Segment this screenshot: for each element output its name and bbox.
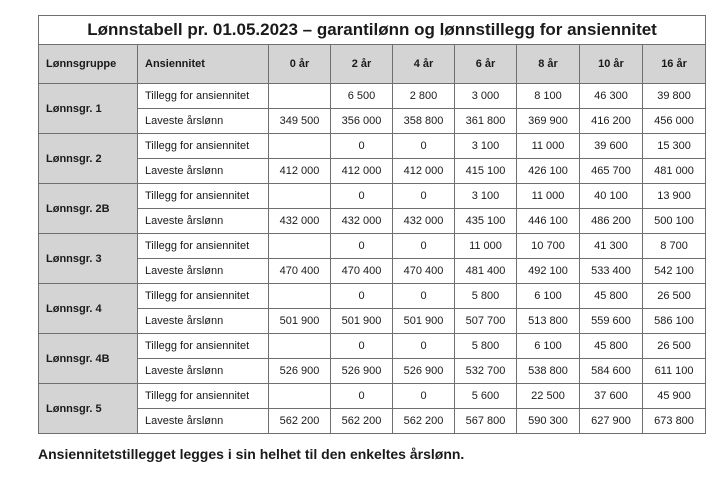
row-label-cell: Tillegg for ansiennitet — [138, 184, 269, 209]
group-name-cell: Lønnsgr. 5 — [39, 384, 138, 434]
value-cell: 426 100 — [517, 159, 580, 184]
row-label-cell: Laveste årslønn — [138, 359, 269, 384]
table-row — [39, 359, 706, 384]
table-row — [39, 109, 706, 134]
value-cell — [269, 84, 331, 109]
value-cell: 492 100 — [517, 259, 580, 284]
value-cell: 11 000 — [517, 134, 580, 159]
value-cell: 533 400 — [580, 259, 643, 284]
value-cell: 446 100 — [517, 209, 580, 234]
value-cell: 361 800 — [455, 109, 517, 134]
value-cell: 507 700 — [455, 309, 517, 334]
value-cell: 627 900 — [580, 409, 643, 434]
table-row — [39, 334, 706, 359]
value-cell: 11 000 — [455, 234, 517, 259]
row-label-cell: Laveste årslønn — [138, 159, 269, 184]
value-cell: 11 000 — [517, 184, 580, 209]
table-row — [39, 309, 706, 334]
value-cell: 562 200 — [393, 409, 455, 434]
value-cell: 8 100 — [517, 84, 580, 109]
value-cell: 0 — [393, 184, 455, 209]
value-cell: 0 — [331, 234, 393, 259]
header-group: Lønnsgruppe — [39, 45, 138, 84]
value-cell — [269, 234, 331, 259]
value-cell: 470 400 — [269, 259, 331, 284]
value-cell: 435 100 — [455, 209, 517, 234]
value-cell: 0 — [331, 284, 393, 309]
value-cell: 481 400 — [455, 259, 517, 284]
group-name-cell: Lønnsgr. 4B — [39, 334, 138, 384]
table-row — [39, 234, 706, 259]
value-cell: 6 100 — [517, 284, 580, 309]
value-cell: 0 — [331, 334, 393, 359]
value-cell: 562 200 — [331, 409, 393, 434]
value-cell: 481 000 — [643, 159, 706, 184]
value-cell: 8 700 — [643, 234, 706, 259]
value-cell: 5 800 — [455, 284, 517, 309]
value-cell — [269, 384, 331, 409]
table-row — [39, 384, 706, 409]
value-cell: 369 900 — [517, 109, 580, 134]
value-cell: 432 000 — [331, 209, 393, 234]
value-cell: 22 500 — [517, 384, 580, 409]
value-cell — [269, 334, 331, 359]
header-seniority: Ansiennitet — [138, 45, 269, 84]
value-cell: 3 100 — [455, 134, 517, 159]
value-cell: 415 100 — [455, 159, 517, 184]
value-cell: 0 — [393, 384, 455, 409]
table-row — [39, 409, 706, 434]
value-cell: 538 800 — [517, 359, 580, 384]
value-cell: 513 800 — [517, 309, 580, 334]
table-row — [39, 284, 706, 309]
value-cell: 567 800 — [455, 409, 517, 434]
value-cell: 6 500 — [331, 84, 393, 109]
value-cell: 0 — [393, 234, 455, 259]
value-cell: 3 000 — [455, 84, 517, 109]
header-year: 2 år — [331, 45, 393, 84]
footnote: Ansiennitetstillegget legges i sin helhet til den enkeltes årslønn. — [38, 446, 465, 462]
value-cell: 0 — [331, 384, 393, 409]
value-cell: 349 500 — [269, 109, 331, 134]
title-row — [39, 16, 706, 45]
value-cell: 412 000 — [269, 159, 331, 184]
group-name-cell: Lønnsgr. 4 — [39, 284, 138, 334]
value-cell: 412 000 — [331, 159, 393, 184]
value-cell: 456 000 — [643, 109, 706, 134]
value-cell: 5 600 — [455, 384, 517, 409]
group-name-cell: Lønnsgr. 2 — [39, 134, 138, 184]
value-cell: 412 000 — [393, 159, 455, 184]
value-cell: 590 300 — [517, 409, 580, 434]
row-label-cell: Laveste årslønn — [138, 109, 269, 134]
value-cell — [269, 134, 331, 159]
header-year: 10 år — [580, 45, 643, 84]
value-cell: 470 400 — [331, 259, 393, 284]
row-label-cell: Laveste årslønn — [138, 309, 269, 334]
value-cell: 0 — [393, 134, 455, 159]
value-cell: 0 — [331, 184, 393, 209]
table-row — [39, 84, 706, 109]
row-label-cell: Laveste årslønn — [138, 259, 269, 284]
row-label-cell: Tillegg for ansiennitet — [138, 384, 269, 409]
value-cell: 41 300 — [580, 234, 643, 259]
row-label-cell: Laveste årslønn — [138, 409, 269, 434]
row-label-cell: Tillegg for ansiennitet — [138, 284, 269, 309]
value-cell: 46 300 — [580, 84, 643, 109]
row-label-cell: Tillegg for ansiennitet — [138, 84, 269, 109]
table-row — [39, 184, 706, 209]
value-cell: 3 100 — [455, 184, 517, 209]
group-name-cell: Lønnsgr. 3 — [39, 234, 138, 284]
value-cell: 40 100 — [580, 184, 643, 209]
value-cell: 526 900 — [269, 359, 331, 384]
value-cell: 13 900 — [643, 184, 706, 209]
group-name-cell: Lønnsgr. 2B — [39, 184, 138, 234]
row-label-cell: Tillegg for ansiennitet — [138, 134, 269, 159]
table-row — [39, 134, 706, 159]
header-year: 0 år — [269, 45, 331, 84]
value-cell: 532 700 — [455, 359, 517, 384]
value-cell: 559 600 — [580, 309, 643, 334]
table-row — [39, 209, 706, 234]
value-cell: 584 600 — [580, 359, 643, 384]
value-cell — [269, 284, 331, 309]
header-year: 8 år — [517, 45, 580, 84]
value-cell: 562 200 — [269, 409, 331, 434]
value-cell: 358 800 — [393, 109, 455, 134]
value-cell: 39 800 — [643, 84, 706, 109]
value-cell: 39 600 — [580, 134, 643, 159]
table-row — [39, 159, 706, 184]
value-cell: 611 100 — [643, 359, 706, 384]
value-cell: 0 — [393, 284, 455, 309]
header-year: 6 år — [455, 45, 517, 84]
header-year: 4 år — [393, 45, 455, 84]
table-row — [39, 259, 706, 284]
value-cell: 501 900 — [331, 309, 393, 334]
value-cell: 356 000 — [331, 109, 393, 134]
header-year: 16 år — [643, 45, 706, 84]
value-cell: 45 800 — [580, 334, 643, 359]
value-cell: 465 700 — [580, 159, 643, 184]
value-cell: 586 100 — [643, 309, 706, 334]
value-cell: 6 100 — [517, 334, 580, 359]
value-cell: 0 — [331, 134, 393, 159]
value-cell: 45 800 — [580, 284, 643, 309]
value-cell: 26 500 — [643, 284, 706, 309]
value-cell: 673 800 — [643, 409, 706, 434]
value-cell: 432 000 — [393, 209, 455, 234]
value-cell — [269, 184, 331, 209]
value-cell: 37 600 — [580, 384, 643, 409]
value-cell: 486 200 — [580, 209, 643, 234]
value-cell: 416 200 — [580, 109, 643, 134]
header-row — [39, 45, 706, 84]
value-cell: 432 000 — [269, 209, 331, 234]
row-label-cell: Tillegg for ansiennitet — [138, 334, 269, 359]
value-cell: 526 900 — [331, 359, 393, 384]
value-cell: 10 700 — [517, 234, 580, 259]
value-cell: 15 300 — [643, 134, 706, 159]
table-title: Lønnstabell pr. 01.05.2023 – garantilønn og lønnstillegg for ansiennitet — [39, 16, 706, 45]
value-cell: 501 900 — [393, 309, 455, 334]
value-cell: 26 500 — [643, 334, 706, 359]
value-cell: 470 400 — [393, 259, 455, 284]
group-name-cell: Lønnsgr. 1 — [39, 84, 138, 134]
value-cell: 5 800 — [455, 334, 517, 359]
row-label-cell: Laveste årslønn — [138, 209, 269, 234]
row-label-cell: Tillegg for ansiennitet — [138, 234, 269, 259]
value-cell: 45 900 — [643, 384, 706, 409]
salary-table — [38, 15, 706, 434]
value-cell: 526 900 — [393, 359, 455, 384]
value-cell: 500 100 — [643, 209, 706, 234]
value-cell: 2 800 — [393, 84, 455, 109]
value-cell: 0 — [393, 334, 455, 359]
value-cell: 501 900 — [269, 309, 331, 334]
value-cell: 542 100 — [643, 259, 706, 284]
